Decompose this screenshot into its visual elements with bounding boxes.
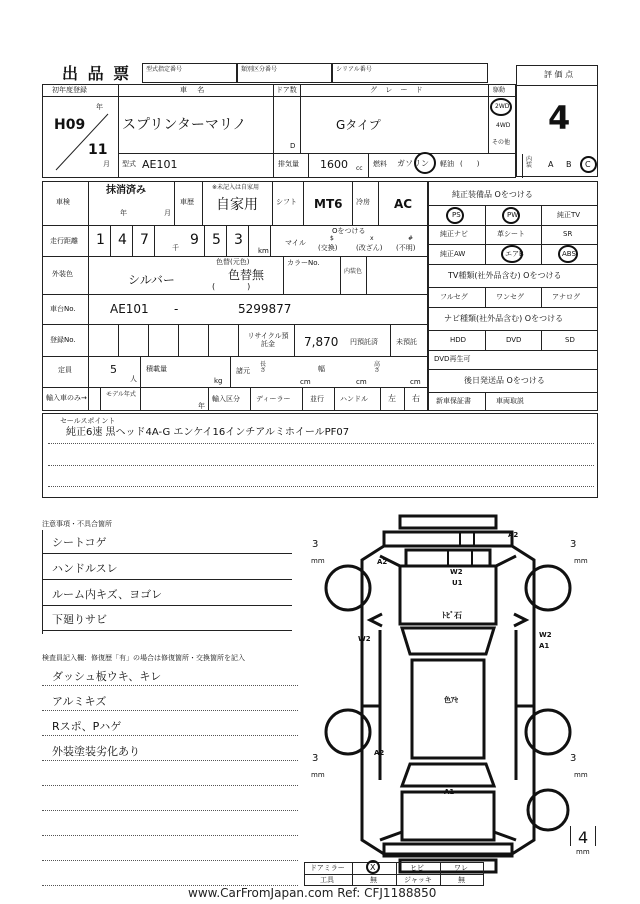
selling-points-label: セールスポイント	[60, 417, 116, 425]
interior-a: A	[548, 160, 554, 169]
mark-a2-left-rear: A2	[374, 749, 385, 757]
note-2: ハンドルスレ	[52, 562, 118, 575]
tread-fl: 3	[312, 539, 319, 550]
recycle-done: 円預託済	[350, 338, 378, 346]
mark-a2-left-front: A2	[377, 558, 388, 566]
tread-fr: 3	[570, 539, 577, 550]
cm3: cm	[410, 378, 421, 386]
chassis-label: 車台No.	[50, 305, 76, 313]
mark-right-w2: W2	[539, 631, 552, 639]
unknown-label: (不明)	[396, 244, 416, 252]
spare-bracket	[570, 826, 596, 846]
tread-rl-mm: mm	[311, 771, 325, 779]
equip-ps: PS	[452, 211, 461, 219]
car-diagram	[322, 510, 572, 900]
inspector-1: ダッシュ板ウキ、キレ	[52, 670, 162, 683]
interior-color-label: 内装色	[344, 268, 363, 275]
jack-label: ジャッキ	[404, 876, 432, 884]
mileage-digit: 4	[118, 232, 127, 248]
notes-label: 注意事項・不具合箇所	[42, 520, 112, 528]
watermark: www.CarFromJapan.com Ref: CFJ1188850	[188, 886, 437, 900]
cm2: cm	[356, 378, 367, 386]
dims-label: 諸元	[236, 367, 250, 375]
handle-left: 左	[388, 394, 396, 403]
model-year-label: モデル年式	[106, 391, 136, 398]
sym-swap: $	[330, 235, 334, 242]
displacement: 1600	[320, 158, 348, 171]
door-mirror-x: X	[370, 863, 376, 872]
color-no-label: カラーNo.	[287, 259, 320, 267]
tv-oneseg: ワンセグ	[496, 293, 524, 301]
shift-label: シフト	[276, 198, 297, 206]
model-label: 型式	[122, 160, 136, 168]
ac: AC	[394, 197, 413, 211]
color-label: 外装色	[52, 270, 73, 278]
navi-sd: SD	[565, 336, 575, 344]
door-mirror-label: ドアミラー	[310, 864, 345, 872]
swap-label: (交換)	[318, 244, 338, 252]
note-3: ルーム内キズ、ヨゴレ	[52, 588, 163, 601]
fuel-diesel: 軽油	[440, 160, 454, 168]
mileage-digit: 1	[96, 232, 105, 248]
interior-b: B	[566, 160, 572, 169]
interior-c: C	[585, 160, 591, 169]
mileage-label: 走行距離	[50, 237, 78, 245]
mark-u1: U1	[452, 579, 463, 587]
tread-rr-mm: mm	[574, 771, 588, 779]
fuel-gasoline: ガソリン	[397, 159, 429, 168]
selling-points-text: 純正6速 黒ヘッド4A-G エンケイ16インチアルミホイールPF07	[66, 427, 350, 438]
tool-label: 工具	[320, 876, 334, 884]
doors-label: ドア数	[276, 86, 297, 94]
post-title: 後日発送品 Oをつける	[464, 376, 545, 385]
sym-unk: #	[408, 235, 414, 242]
tv-title: TV種類(社外品含む) Oをつける	[448, 271, 562, 280]
cc: cc	[356, 165, 363, 172]
sheet-title: 出 品 票	[62, 64, 132, 83]
equip-leather: 革シート	[497, 230, 525, 238]
equip-abs-circle	[558, 245, 578, 263]
inspection: 抹消済み	[106, 185, 146, 196]
model-cert-label: 型式指定番号	[146, 66, 183, 73]
import-type-label: 輸入区分	[212, 395, 240, 403]
drive-label: 駆動	[493, 87, 506, 94]
circle-note: Oをつける	[332, 227, 366, 235]
first-reg-year: H09	[54, 117, 86, 133]
door-mirror-circle	[366, 860, 380, 874]
handle-label: ハンドル	[340, 395, 368, 403]
import-label: 輸入車のみ→	[46, 394, 87, 402]
tread-rr: 3	[570, 753, 577, 764]
inspector-4: 外装塗装劣化あり	[52, 745, 140, 758]
tread-fr-mm: mm	[574, 557, 588, 565]
post-warranty: 新車保証書	[436, 397, 471, 405]
tread-fl-mm: mm	[311, 557, 325, 565]
ac-label: 冷房	[356, 198, 370, 206]
first-reg-label: 初年度登録	[52, 86, 87, 94]
drive-4wd: 4WD	[496, 122, 511, 129]
person: 人	[130, 375, 137, 383]
inspector-label: 検査員記入欄：修復歴「有」の場合は修復箇所・交換箇所を記入	[42, 654, 245, 662]
color: シルバー	[128, 273, 175, 287]
tv-analog: アナログ	[552, 293, 580, 301]
spare-mm: mm	[576, 848, 590, 856]
km: km	[258, 247, 269, 255]
cm1: cm	[300, 378, 311, 386]
recycle-not: 未預託	[396, 338, 417, 346]
displacement-label: 排気量	[278, 160, 299, 168]
modified-label: (改ざん)	[356, 244, 383, 252]
grade-label: グ レ ー ド	[370, 86, 426, 94]
jack-value: 無	[458, 876, 465, 884]
fuel-paren: ( )	[460, 160, 480, 168]
length-label: 長さ	[260, 361, 267, 374]
thousand: 千	[172, 244, 179, 252]
model: AE101	[142, 158, 178, 171]
insp-month: 月	[164, 209, 171, 217]
equip-tv: 純正TV	[557, 211, 581, 219]
mileage-digit: 5	[212, 232, 221, 248]
note-1: シートコゲ	[52, 536, 107, 549]
mark-right-a1: A1	[539, 642, 550, 650]
car-name: スプリンターマリノ	[122, 117, 247, 133]
break-label: ワレ	[454, 864, 468, 872]
interior-c-circle	[580, 156, 597, 173]
equip-pw-circle	[502, 207, 520, 224]
sym-mod: x	[370, 235, 374, 242]
equip-airbag-circle	[501, 245, 523, 263]
insp-year: 年	[120, 209, 127, 217]
note-4: 下廻りサビ	[52, 613, 107, 626]
tv-fullseg: フルセグ	[440, 293, 468, 301]
reg-no-label: 登録No.	[50, 336, 76, 344]
drive-2wd-circle	[490, 98, 512, 116]
mileage-digit: 7	[140, 232, 149, 248]
equip-aw: 純正AW	[440, 250, 466, 258]
spare-value: 4	[578, 828, 589, 847]
mileage-digit: 9	[190, 232, 199, 248]
inspection-label: 車検	[56, 198, 70, 206]
navi-title: ナビ種類(社外品含む) Oをつける	[444, 314, 564, 323]
equip-ps-circle	[446, 207, 464, 224]
color-paren: ( )	[212, 282, 251, 291]
grade: Gタイプ	[336, 118, 381, 132]
mile-label: マイル	[285, 239, 306, 247]
score-label: 評 価 点	[544, 70, 574, 79]
category-label: 類別区分番号	[241, 66, 278, 73]
history: 自家用	[216, 197, 258, 213]
equip-navi: 純正ナビ	[440, 230, 468, 238]
history-label: 車歴	[180, 198, 194, 206]
mark-hood: ﾄﾋﾞ石	[442, 611, 462, 620]
tread-rl: 3	[312, 753, 319, 764]
mark-a1-rear: A1	[444, 788, 455, 796]
recycle-label: リサイクル預託金	[247, 332, 289, 349]
load-label: 積載量	[146, 365, 167, 373]
dealer: ディーラー	[256, 395, 291, 403]
width-label: 幅	[318, 365, 325, 373]
chassis-prefix: AE101	[110, 302, 149, 316]
height-label: 高さ	[374, 361, 381, 374]
capacity: 5	[110, 363, 117, 376]
color-change-label: 色替(元色)	[216, 258, 250, 266]
parallel: 並行	[310, 395, 324, 403]
shift: MT6	[314, 197, 343, 211]
interior-label: 内装	[526, 156, 533, 169]
serial-label: シリアル番号	[336, 66, 372, 73]
post-manual: 車両取説	[496, 397, 524, 405]
fuel-circle	[414, 152, 436, 174]
tool-value: 無	[370, 876, 377, 884]
navi-dvd: DVD	[506, 336, 522, 344]
navi-hdd: HDD	[450, 336, 467, 344]
mileage-digit: 3	[234, 232, 243, 248]
year2: 年	[198, 402, 205, 410]
dvd-play: DVD再生可	[434, 355, 471, 363]
mark-w2: W2	[450, 568, 463, 576]
equip-abs: ABS	[562, 250, 576, 258]
equipment-title: 純正装備品 Oをつける	[452, 190, 533, 199]
mark-a2-top: A2	[508, 531, 519, 539]
vehicle-detail-table	[42, 181, 428, 411]
inspector-2: アルミキズ	[52, 695, 107, 708]
history-note: ※未記入は自家用	[212, 184, 260, 191]
inspector-3: Rスポ、Pハゲ	[52, 720, 122, 733]
chassis-number: 5299877	[238, 302, 292, 316]
drive-other: その他	[492, 139, 511, 146]
handle-right: 右	[412, 394, 420, 403]
year-kanji: 年	[96, 103, 103, 111]
drive-2wd: 2WD	[495, 103, 510, 110]
equip-pw: PW	[507, 211, 519, 219]
kg: kg	[214, 377, 223, 385]
first-reg-month: 11	[88, 142, 108, 158]
month-kanji: 月	[103, 160, 110, 168]
mark-roof: 色ｱｾ	[444, 696, 458, 704]
fuel-label: 燃料	[373, 160, 387, 168]
capacity-label: 定員	[58, 366, 72, 374]
crack-label: ヒビ	[410, 864, 424, 872]
color-change: 色替無	[228, 268, 265, 282]
recycle-amount: 7,870	[304, 335, 339, 349]
chassis-dash: -	[174, 302, 179, 316]
equip-airbag: エアB	[505, 250, 524, 258]
car-name-label: 車 名	[180, 86, 209, 94]
doors-d: D	[290, 142, 296, 150]
mark-left-w2: W2	[358, 635, 371, 643]
equip-sr: SR	[563, 230, 573, 238]
score-value: 4	[548, 99, 571, 137]
